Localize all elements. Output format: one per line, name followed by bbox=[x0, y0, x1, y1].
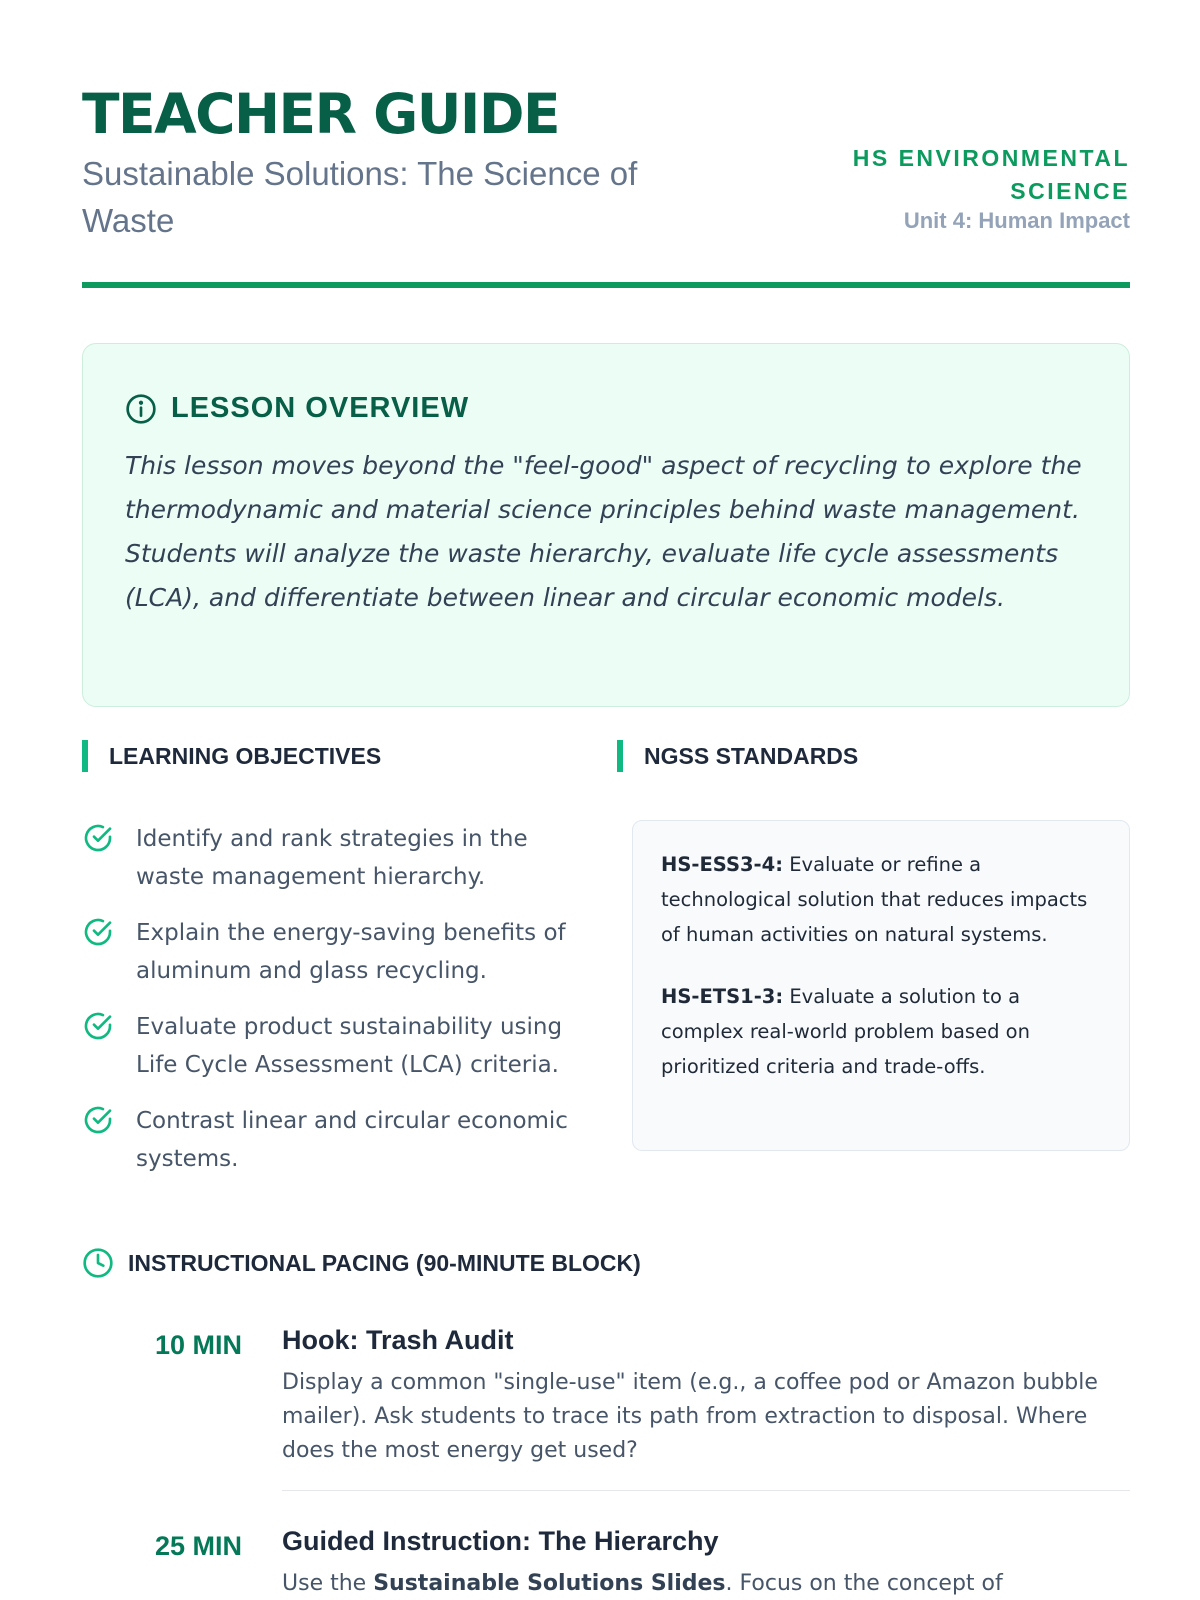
objective-text: Contrast linear and circular economic systems. bbox=[136, 1108, 568, 1172]
header bbox=[82, 82, 1130, 288]
overview-text: This lesson moves beyond the "feel-good" aspect of recycling to explore the thermodynamic and material science principles behind waste management. Students will analyze the waste hierarchy, evaluate life cycle assessments (LCA), and differentiate between linear and circular economic models. bbox=[125, 451, 1082, 612]
check-circle-icon bbox=[82, 916, 114, 948]
objective-text: Explain the energy-saving benefits of aluminum and glass recycling. bbox=[136, 920, 566, 984]
desc-emphasis: Sustainable Solutions Slides bbox=[373, 1571, 726, 1596]
info-icon bbox=[125, 393, 157, 425]
desc-text: Use the bbox=[282, 1571, 374, 1596]
check-circle-icon bbox=[82, 1104, 114, 1136]
pacing-title: INSTRUCTIONAL PACING (90-MINUTE BLOCK) bbox=[128, 1249, 641, 1276]
pacing-activity-description: Display a common "single-use" item (e.g., a coffee pod or Amazon bubble mailer). Ask students to trace its path from extraction to disposal. Where does the most energy get used? bbox=[282, 1370, 1098, 1463]
list-item bbox=[82, 1008, 592, 1084]
ngss-standards-heading: NGSS STANDARDS bbox=[617, 740, 858, 772]
check-circle-icon bbox=[82, 1010, 114, 1042]
pacing-duration: 10 MIN bbox=[154, 1330, 242, 1360]
course-name: HS ENVIRONMENTAL SCIENCE bbox=[852, 145, 1130, 204]
objective-text: Evaluate product sustainability using Life Cycle Assessment (LCA) criteria. bbox=[136, 1014, 563, 1078]
list-item bbox=[82, 820, 592, 896]
lesson-subtitle: Sustainable Solutions: The Science of Waste bbox=[82, 155, 638, 239]
standard-item bbox=[661, 847, 1101, 952]
standard-code: HS-ETS1-3: bbox=[661, 985, 784, 1008]
standards-card bbox=[632, 820, 1130, 1151]
standard-item bbox=[661, 979, 1101, 1084]
check-circle-icon bbox=[82, 822, 114, 854]
pacing-activity-title: Guided Instruction: The Hierarchy bbox=[282, 1526, 719, 1556]
page-title: TEACHER GUIDE bbox=[82, 82, 560, 146]
list-item bbox=[82, 1102, 592, 1178]
clock-icon bbox=[82, 1247, 114, 1279]
list-item bbox=[82, 914, 592, 990]
learning-objectives-heading: LEARNING OBJECTIVES bbox=[82, 740, 381, 772]
standard-text: Evaluate a solution to a complex real-world problem based on prioritized criteria and trade-offs. bbox=[661, 985, 1030, 1078]
pacing-activity-description bbox=[282, 1567, 1130, 1600]
pacing-body bbox=[282, 1523, 1130, 1600]
pacing-body bbox=[282, 1322, 1130, 1468]
desc-text: . Focus on the concept of bbox=[725, 1571, 1003, 1596]
objective-text: Identify and rank strategies in the waste management hierarchy. bbox=[136, 826, 528, 890]
unit-label: Unit 4: Human Impact bbox=[903, 208, 1130, 233]
pacing-activity-title: Hook: Trash Audit bbox=[282, 1325, 514, 1355]
standard-code: HS-ESS3-4: bbox=[661, 853, 784, 876]
standard-text: Evaluate or refine a technological solution that reduces impacts of human activities on natural systems. bbox=[661, 853, 1088, 946]
teacher-guide-page bbox=[82, 0, 1130, 1600]
overview-heading bbox=[125, 392, 469, 425]
lesson-overview-card bbox=[82, 343, 1130, 707]
overview-title: LESSON OVERVIEW bbox=[171, 392, 470, 424]
pacing-duration: 25 MIN bbox=[154, 1531, 242, 1561]
objectives-list bbox=[82, 820, 592, 1196]
instructional-pacing-heading bbox=[82, 1247, 641, 1279]
divider bbox=[282, 1490, 1130, 1491]
